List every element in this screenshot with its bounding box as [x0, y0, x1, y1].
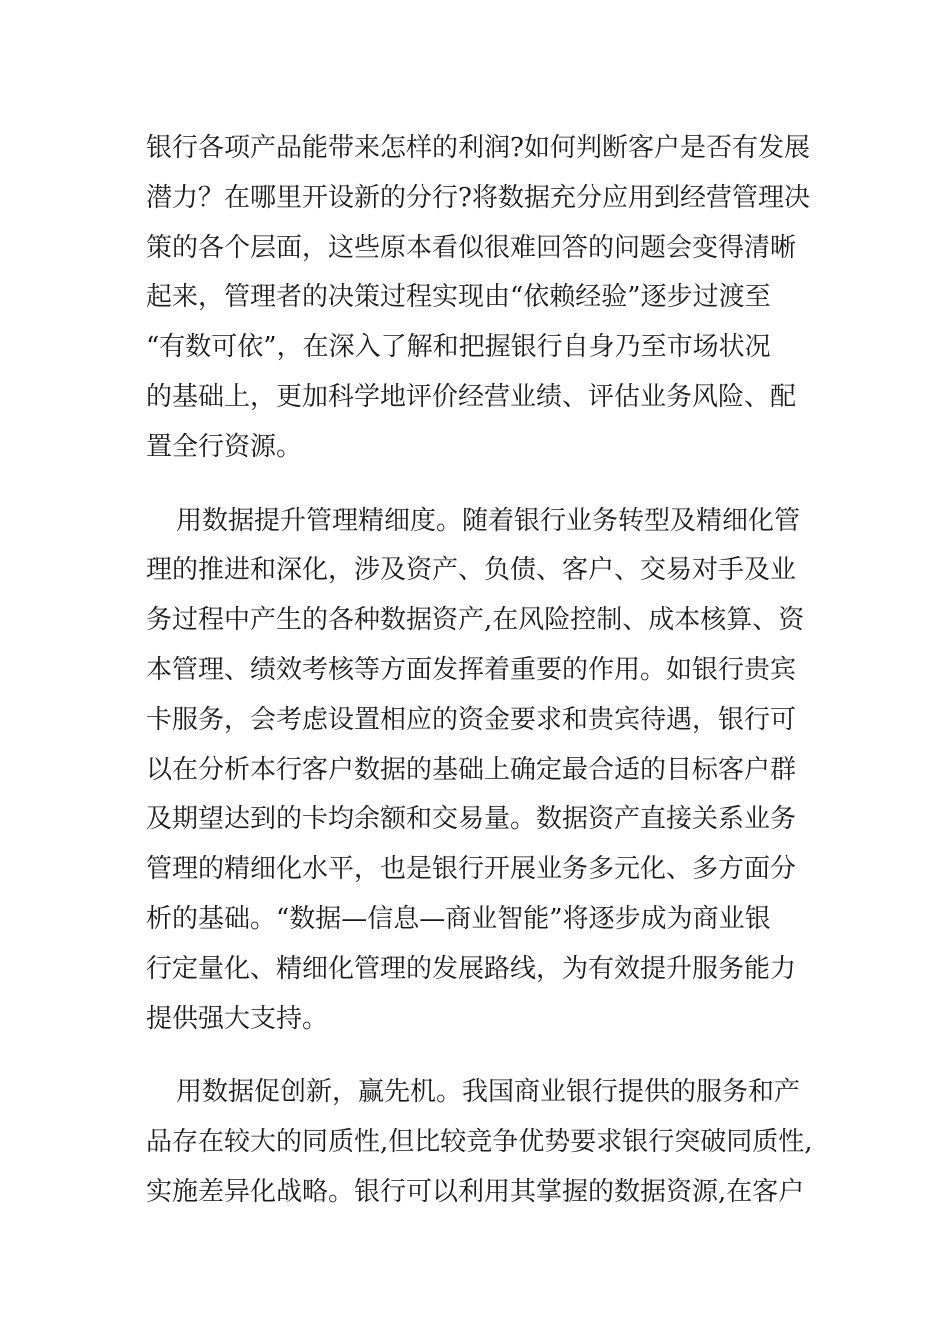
text-line: 品存在较大的同质性,但比较竞争优势要求银行突破同质性, — [146, 1127, 813, 1158]
text-line: 用数据促创新，赢先机。我国商业银行提供的服务和产 — [176, 1077, 801, 1108]
text-line: 管理的精细化水平，也是银行开展业务多元化、多方面分 — [146, 854, 797, 885]
text-line: 用数据提升管理精细度。随着银行业务转型及精细化管 — [176, 505, 801, 536]
paragraph-2 — [146, 497, 806, 1045]
text-line: 起来，管理者的决策过程实现由“依赖经验”逐步过渡至 — [146, 282, 771, 313]
paragraph-spacer — [146, 1044, 806, 1068]
text-line: “有数可依”，在深入了解和把握银行自身乃至市场状况 — [146, 332, 771, 363]
text-line: 析的基础。“数据—信息—商业智能”将逐步成为商业银 — [146, 903, 771, 934]
paragraph-1 — [146, 124, 810, 473]
text-line: 务过程中产生的各种数据资产,在风险控制、成本核算、资 — [146, 605, 805, 636]
text-line: 以在分析本行客户数据的基础上确定最合适的目标客户群 — [146, 754, 797, 785]
text-line: 本管理、绩效考核等方面发挥着重要的作用。如银行贵宾 — [146, 654, 797, 685]
text-line: 行定量化、精细化管理的发展路线，为有效提升服务能力 — [146, 953, 797, 984]
text-line: 的基础上，更加科学地评价经营业绩、评估业务风险、配 — [146, 381, 797, 412]
text-line: 潜力？在哪里开设新的分行?将数据充分应用到经营管理决 — [146, 182, 810, 213]
text-line: 策的各个层面，这些原本看似很难回答的问题会变得清晰 — [146, 232, 797, 263]
text-line: 及期望达到的卡均余额和交易量。数据资产直接关系业务 — [146, 804, 797, 835]
paragraph-spacer — [146, 473, 806, 497]
text-line: 实施差异化战略。银行可以利用其掌握的数据资源,在客户 — [146, 1176, 805, 1207]
text-line: 理的推进和深化，涉及资产、负债、客户、交易对手及业 — [146, 555, 797, 586]
text-line: 卡服务，会考虑设置相应的资金要求和贵宾待遇，银行可 — [146, 704, 797, 735]
text-line: 银行各项产品能带来怎样的利润?如何判断客户是否有发展 — [146, 133, 810, 163]
text-line: 置全行资源。 — [146, 431, 303, 462]
document-body — [146, 124, 813, 1218]
text-line: 提供强大支持。 — [146, 1003, 329, 1034]
paragraph-3 — [146, 1068, 813, 1217]
